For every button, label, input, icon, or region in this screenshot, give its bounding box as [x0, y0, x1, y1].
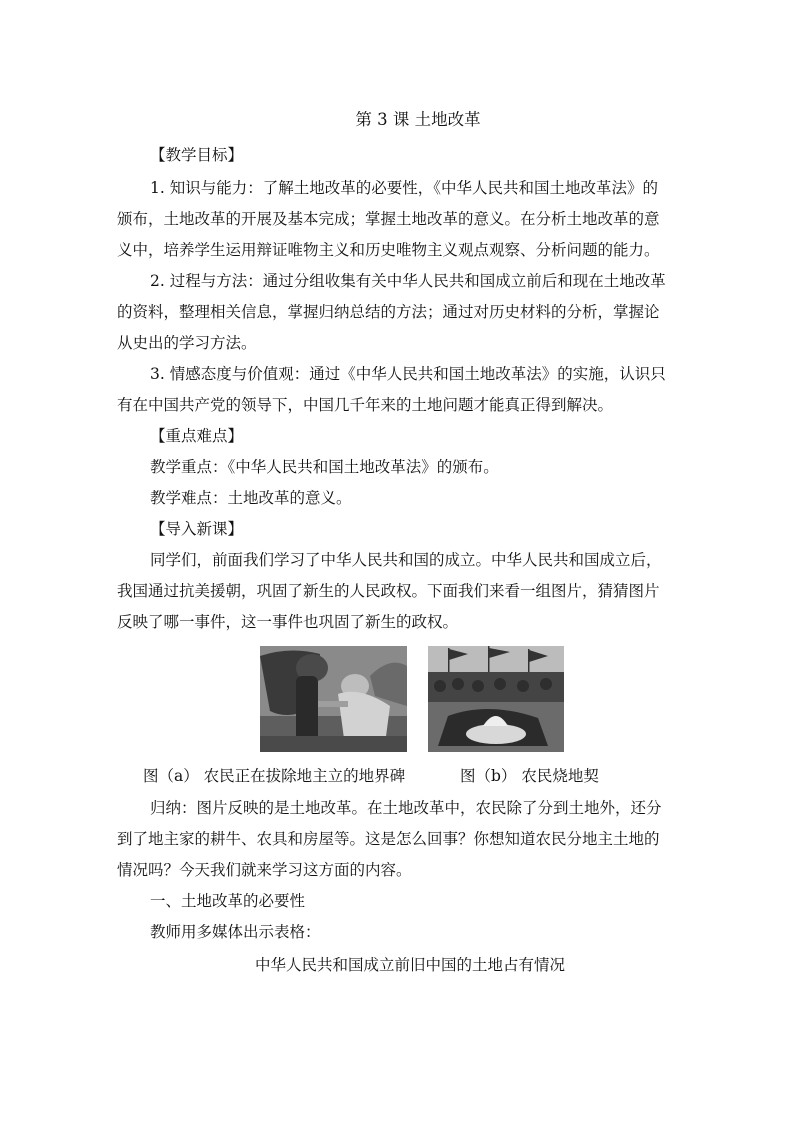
intro-line-3: 反映了哪一事件，这一事件也巩固了新生的政权。	[117, 613, 459, 631]
table-title: 中华人民共和国成立前旧中国的土地占有情况	[255, 956, 566, 974]
goal-3-line-1: 3. 情感态度与价值观：通过《中华人民共和国土地改革法》的实施，认识只	[150, 365, 666, 383]
caption-photo-a: 图（a） 农民正在拔除地主立的地界碑	[143, 767, 406, 785]
section-heading-intro: 【导入新课】	[150, 520, 244, 538]
intro-line-2: 我国通过抗美援朝，巩固了新生的人民政权。下面我们来看一组图片，猜猜图片	[117, 582, 660, 600]
goal-1-line-3: 义中，培养学生运用辩证唯物主义和历史唯物主义观点观察、分析问题的能力。	[117, 241, 660, 259]
photo-b-illustration	[428, 646, 564, 752]
lesson-title: 第 3 课 土地改革	[355, 110, 481, 129]
intro-line-1: 同学们，前面我们学习了中华人民共和国的成立。中华人民共和国成立后，	[150, 551, 662, 569]
photo-a-illustration	[260, 646, 407, 752]
caption-photo-b: 图（b） 农民烧地契	[460, 767, 599, 785]
difficult-point: 教学难点：土地改革的意义。	[150, 489, 352, 507]
summary-line-1: 归纳：图片反映的是土地改革。在土地改革中，农民除了分到土地外，还分	[150, 799, 662, 817]
heading-necessity: 一、土地改革的必要性	[150, 892, 306, 910]
teacher-note: 教师用多媒体出示表格：	[150, 923, 321, 941]
summary-line-2: 到了地主家的耕牛、农具和房屋等。这是怎么回事？你想知道农民分地主土地的	[117, 830, 660, 848]
goal-2-line-1: 2. 过程与方法：通过分组收集有关中华人民共和国成立前后和现在土地改革	[150, 272, 666, 290]
photo-farmers-burning-land-deeds	[428, 646, 564, 752]
summary-line-3: 情况吗？今天我们就来学习这方面的内容。	[117, 861, 412, 879]
photo-farmers-removing-boundary-stone	[260, 646, 407, 752]
goal-2-line-2: 的资料，整理相关信息，掌握归纳总结的方法；通过对历史材料的分析，掌握论	[117, 303, 660, 321]
section-heading-key: 【重点难点】	[150, 427, 244, 445]
goal-3-line-2: 有在中国共产党的领导下，中国几千年来的土地问题才能真正得到解决。	[117, 396, 614, 414]
section-heading-goals: 【教学目标】	[150, 146, 244, 164]
goal-1-line-2: 颁布，土地改革的开展及基本完成；掌握土地改革的意义。在分析土地改革的意	[117, 210, 660, 228]
key-point: 教学重点：《中华人民共和国土地改革法》的颁布。	[150, 458, 499, 476]
goal-1-line-1: 1. 知识与能力：了解土地改革的必要性，《中华人民共和国土地改革法》的	[150, 179, 658, 197]
goal-2-line-3: 从史出的学习方法。	[117, 334, 257, 352]
